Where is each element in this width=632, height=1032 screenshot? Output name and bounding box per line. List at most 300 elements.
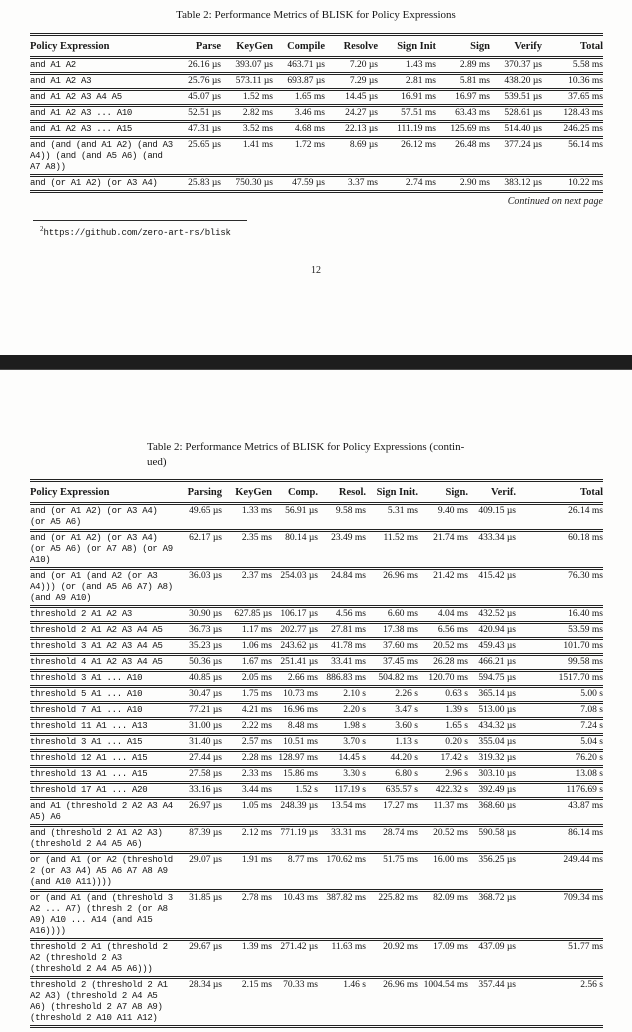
policy-expression-cell: and A1 (threshold 2 A2 A3 A4 A5) A6 — [30, 801, 173, 822]
metric-value-cell: 4.21 ms — [241, 705, 272, 715]
metric-value-cell: 422.32 s — [435, 785, 468, 795]
metric-value-cell: 125.69 ms — [450, 124, 490, 134]
metric-value-cell: 2.81 ms — [405, 76, 436, 86]
metric-value-cell: 459.43 µs — [478, 641, 516, 651]
metric-value-cell: 6.56 ms — [437, 625, 468, 635]
metric-value-cell: 5.58 ms — [572, 60, 603, 70]
metric-value-cell: 392.49 µs — [478, 785, 516, 795]
metric-value-cell: 2.20 s — [343, 705, 366, 715]
metric-value-cell: 33.16 µs — [189, 785, 222, 795]
table-row — [30, 687, 603, 703]
metric-value-cell: 14.45 µs — [345, 92, 378, 102]
metric-value-cell: 30.90 µs — [189, 609, 222, 619]
metric-value-cell: 51.77 ms — [568, 942, 603, 952]
policy-expression-cell: and (or A1 (and A2 (or A3 A4))) (or (and A5 A6 A7) A8) (and A9 A10) — [30, 571, 173, 603]
metric-value-cell: 70.33 ms — [283, 980, 318, 990]
metric-value-cell: 243.62 µs — [280, 641, 318, 651]
metric-value-cell: 0.20 s — [445, 737, 468, 747]
metric-value-cell: 37.60 ms — [383, 641, 418, 651]
metric-value-cell: 2.89 ms — [459, 60, 490, 70]
metric-value-cell: 26.14 ms — [568, 506, 603, 516]
metric-value-cell: 8.69 µs — [349, 140, 378, 150]
metric-value-cell: 31.00 µs — [189, 721, 222, 731]
metric-value-cell: 1.72 ms — [294, 140, 325, 150]
column-header: Verify — [514, 41, 542, 52]
table-row — [30, 891, 603, 940]
table-row — [30, 940, 603, 978]
metric-value-cell: 17.27 ms — [383, 801, 418, 811]
metric-value-cell: 3.60 s — [395, 721, 418, 731]
table-row — [30, 607, 603, 623]
metric-value-cell: 1.06 ms — [241, 641, 272, 651]
column-header: Parsing — [187, 487, 222, 498]
metric-value-cell: 170.62 ms — [326, 855, 366, 865]
metric-value-cell: 466.21 µs — [478, 657, 516, 667]
footnote-rule — [33, 220, 247, 221]
metric-value-cell: 303.10 µs — [478, 769, 516, 779]
metric-value-cell: 1004.54 ms — [423, 980, 468, 990]
table-row — [30, 106, 603, 122]
metric-value-cell: 29.07 µs — [189, 855, 222, 865]
metric-value-cell: 82.09 ms — [433, 893, 468, 903]
metric-value-cell: 120.70 ms — [428, 673, 468, 683]
metric-value-cell: 709.34 ms — [563, 893, 603, 903]
metric-value-cell: 432.52 µs — [478, 609, 516, 619]
metric-value-cell: 627.85 µs — [234, 609, 272, 619]
table-row — [30, 531, 603, 569]
metric-value-cell: 17.38 ms — [383, 625, 418, 635]
table-header-row — [30, 481, 603, 504]
metric-value-cell: 11.37 ms — [433, 801, 468, 811]
metric-value-cell: 33.41 ms — [331, 657, 366, 667]
metric-value-cell: 22.13 µs — [345, 124, 378, 134]
metric-value-cell: 26.28 ms — [433, 657, 468, 667]
metric-value-cell: 47.31 µs — [188, 124, 221, 134]
metric-value-cell: 248.39 µs — [280, 801, 318, 811]
metric-value-cell: 20.52 ms — [433, 828, 468, 838]
footnote-url[interactable]: https://github.com/zero-art-rs/blisk — [43, 228, 231, 238]
table-row — [30, 826, 603, 853]
metric-value-cell: 87.39 µs — [189, 828, 222, 838]
metric-value-cell: 1.13 s — [395, 737, 418, 747]
metric-value-cell: 3.37 ms — [347, 178, 378, 188]
metric-value-cell: 10.73 ms — [283, 689, 318, 699]
policy-expression-cell: threshold 12 A1 ... A15 — [30, 753, 148, 763]
metric-value-cell: 370.37 µs — [504, 60, 542, 70]
metric-value-cell: 15.86 ms — [283, 769, 318, 779]
metric-value-cell: 76.20 s — [575, 753, 603, 763]
metric-value-cell: 573.11 µs — [235, 76, 273, 86]
metric-value-cell: 51.75 ms — [383, 855, 418, 865]
performance-table — [30, 33, 603, 193]
page-bottom — [0, 440, 632, 1028]
metric-value-cell: 56.91 µs — [285, 506, 318, 516]
metric-value-cell: 8.48 ms — [287, 721, 318, 731]
metric-value-cell: 36.03 µs — [189, 571, 222, 581]
metric-value-cell: 77.21 µs — [189, 705, 222, 715]
metric-value-cell: 99.58 ms — [568, 657, 603, 667]
policy-expression-cell: and (or A1 A2) (or A3 A4) (or A5 A6) — [30, 506, 158, 527]
metric-value-cell: 16.40 ms — [568, 609, 603, 619]
metric-value-cell: 16.91 ms — [401, 92, 436, 102]
table-row — [30, 783, 603, 799]
metric-value-cell: 1.98 s — [343, 721, 366, 731]
continued-note: Continued on next page — [507, 196, 603, 207]
page-number: 12 — [311, 265, 321, 276]
metric-value-cell: 2.82 ms — [242, 108, 273, 118]
policy-expression-cell: and (or A1 A2) (or A3 A4) — [30, 178, 158, 188]
metric-value-cell: 2.96 s — [445, 769, 468, 779]
metric-value-cell: 9.58 ms — [335, 506, 366, 516]
metric-value-cell: 249.44 ms — [563, 855, 603, 865]
metric-value-cell: 251.41 µs — [280, 657, 318, 667]
metric-value-cell: 355.04 µs — [478, 737, 516, 747]
metric-value-cell: 1.43 ms — [405, 60, 436, 70]
metric-value-cell: 3.46 ms — [294, 108, 325, 118]
metric-value-cell: 409.15 µs — [478, 506, 516, 516]
policy-expression-cell: threshold 2 A1 (threshold 2 A2 (threshold 2 A3 (threshold 2 A4 A5 A6))) — [30, 942, 168, 974]
metric-value-cell: 433.34 µs — [478, 533, 516, 543]
metric-value-cell: 368.60 µs — [478, 801, 516, 811]
metric-value-cell: 368.72 µs — [478, 893, 516, 903]
metric-value-cell: 463.71 µs — [287, 60, 325, 70]
metric-value-cell: 10.51 ms — [283, 737, 318, 747]
metric-value-cell: 2.90 ms — [459, 178, 490, 188]
metric-value-cell: 10.36 ms — [568, 76, 603, 86]
metric-value-cell: 420.94 µs — [478, 625, 516, 635]
metric-value-cell: 80.14 µs — [285, 533, 318, 543]
page-break-bar — [0, 355, 632, 370]
metric-value-cell: 1.67 ms — [241, 657, 272, 667]
table-row — [30, 74, 603, 90]
metric-value-cell: 24.27 µs — [345, 108, 378, 118]
metric-value-cell: 37.45 ms — [383, 657, 418, 667]
column-header: Resolve — [343, 41, 378, 52]
metric-value-cell: 254.03 µs — [280, 571, 318, 581]
metric-value-cell: 13.54 ms — [331, 801, 366, 811]
metric-value-cell: 44.20 s — [390, 753, 418, 763]
document-pages — [0, 8, 632, 1028]
metric-value-cell: 26.96 ms — [383, 980, 418, 990]
metric-value-cell: 6.60 ms — [387, 609, 418, 619]
metric-value-cell: 2.66 ms — [287, 673, 318, 683]
metric-value-cell: 40.85 µs — [189, 673, 222, 683]
metric-value-cell: 60.18 ms — [568, 533, 603, 543]
metric-value-cell: 1.46 s — [343, 980, 366, 990]
metric-value-cell: 16.97 ms — [455, 92, 490, 102]
metric-value-cell: 4.56 ms — [335, 609, 366, 619]
table-row — [30, 655, 603, 671]
policy-expression-cell: threshold 5 A1 ... A10 — [30, 689, 143, 699]
metric-value-cell: 387.82 ms — [326, 893, 366, 903]
table-row — [30, 122, 603, 138]
table-row — [30, 671, 603, 687]
footnote — [40, 223, 632, 239]
metric-value-cell: 1.91 ms — [241, 855, 272, 865]
metric-value-cell: 2.10 s — [343, 689, 366, 699]
metric-value-cell: 4.68 ms — [294, 124, 325, 134]
metric-value-cell: 357.44 µs — [478, 980, 516, 990]
metric-value-cell: 24.84 ms — [331, 571, 366, 581]
table-body — [30, 504, 603, 1027]
policy-expression-cell: threshold 4 A1 A2 A3 A4 A5 — [30, 657, 163, 667]
metric-value-cell: 43.87 ms — [568, 801, 603, 811]
metric-value-cell: 63.43 ms — [455, 108, 490, 118]
metric-value-cell: 437.09 µs — [478, 942, 516, 952]
metric-value-cell: 1.75 ms — [241, 689, 272, 699]
metric-value-cell: 2.15 ms — [241, 980, 272, 990]
metric-value-cell: 2.57 ms — [241, 737, 272, 747]
metric-value-cell: 271.42 µs — [280, 942, 318, 952]
metric-value-cell: 2.35 ms — [241, 533, 272, 543]
metric-value-cell: 17.42 s — [440, 753, 468, 763]
column-header: Sign Init. — [376, 487, 418, 498]
metric-value-cell: 52.51 µs — [188, 108, 221, 118]
metric-value-cell: 383.12 µs — [504, 178, 542, 188]
metric-value-cell: 31.85 µs — [189, 893, 222, 903]
table-caption: Table 2: Performance Metrics of BLISK for Policy Expressions — [176, 9, 456, 21]
metric-value-cell: 2.56 s — [580, 980, 603, 990]
metric-value-cell: 7.08 s — [580, 705, 603, 715]
policy-expression-cell: and A1 A2 A3 — [30, 76, 92, 86]
table-row — [30, 751, 603, 767]
metric-value-cell: 28.34 µs — [189, 980, 222, 990]
column-header: Sign. — [445, 487, 468, 498]
metric-value-cell: 28.74 ms — [383, 828, 418, 838]
metric-value-cell: 8.77 ms — [287, 855, 318, 865]
metric-value-cell: 25.65 µs — [188, 140, 221, 150]
policy-expression-cell: and (or A1 A2) (or A3 A4) (or A5 A6) (or A7 A8) (or A9 A10) — [30, 533, 173, 565]
table-row — [30, 853, 603, 891]
metric-value-cell: 2.37 ms — [241, 571, 272, 581]
metric-value-cell: 10.22 ms — [568, 178, 603, 188]
metric-value-cell: 3.30 s — [343, 769, 366, 779]
metric-value-cell: 21.74 ms — [433, 533, 468, 543]
metric-value-cell: 14.45 s — [338, 753, 366, 763]
metric-value-cell: 2.33 ms — [241, 769, 272, 779]
metric-value-cell: 20.52 ms — [433, 641, 468, 651]
metric-value-cell: 7.24 s — [580, 721, 603, 731]
metric-value-cell: 86.14 ms — [568, 828, 603, 838]
metric-value-cell: 693.87 µs — [287, 76, 325, 86]
metric-value-cell: 25.83 µs — [188, 178, 221, 188]
table-row — [30, 138, 603, 176]
metric-value-cell: 415.42 µs — [478, 571, 516, 581]
metric-value-cell: 17.09 ms — [433, 942, 468, 952]
metric-value-cell: 26.96 ms — [383, 571, 418, 581]
metric-value-cell: 117.19 s — [334, 785, 366, 795]
metric-value-cell: 504.82 ms — [378, 673, 418, 683]
metric-value-cell: 26.97 µs — [189, 801, 222, 811]
column-header: KeyGen — [235, 487, 272, 498]
policy-expression-cell: and A1 A2 A3 A4 A5 — [30, 92, 122, 102]
metric-value-cell: 886.83 ms — [326, 673, 366, 683]
metric-value-cell: 1.39 s — [445, 705, 468, 715]
metric-value-cell: 76.30 ms — [568, 571, 603, 581]
metric-value-cell: 57.51 ms — [401, 108, 436, 118]
metric-value-cell: 434.32 µs — [478, 721, 516, 731]
metric-value-cell: 5.81 ms — [459, 76, 490, 86]
table-row — [30, 176, 603, 192]
caption-line-2: ued) — [147, 456, 167, 468]
metric-value-cell: 3.44 ms — [241, 785, 272, 795]
metric-value-cell: 539.51 µs — [504, 92, 542, 102]
metric-value-cell: 11.52 ms — [383, 533, 418, 543]
page-top — [0, 8, 632, 276]
metric-value-cell: 771.19 µs — [280, 828, 318, 838]
policy-expression-cell: threshold 13 A1 ... A15 — [30, 769, 148, 779]
metric-value-cell: 635.57 s — [385, 785, 418, 795]
metric-value-cell: 594.75 µs — [478, 673, 516, 683]
column-header: Comp. — [287, 487, 318, 498]
metric-value-cell: 26.12 ms — [401, 140, 436, 150]
metric-value-cell: 4.04 ms — [437, 609, 468, 619]
table-body — [30, 58, 603, 192]
metric-value-cell: 3.47 s — [395, 705, 418, 715]
table-row — [30, 978, 603, 1027]
metric-value-cell: 2.26 s — [395, 689, 418, 699]
metric-value-cell: 3.52 ms — [242, 124, 273, 134]
table-row — [30, 90, 603, 106]
metric-value-cell: 33.31 ms — [331, 828, 366, 838]
policy-expression-cell: or (and A1 (or A2 (threshold 2 (or A3 A4) A5 A6 A7 A8 A9 (and A10 A11)))) — [30, 855, 173, 887]
metric-value-cell: 62.17 µs — [189, 533, 222, 543]
metric-value-cell: 2.22 ms — [241, 721, 272, 731]
metric-value-cell: 356.25 µs — [478, 855, 516, 865]
metric-value-cell: 9.40 ms — [437, 506, 468, 516]
metric-value-cell: 3.70 s — [343, 737, 366, 747]
metric-value-cell: 590.58 µs — [478, 828, 516, 838]
metric-value-cell: 36.73 µs — [189, 625, 222, 635]
column-header: Sign — [470, 41, 490, 52]
column-header: Sign Init — [397, 41, 436, 52]
table-row — [30, 767, 603, 783]
table-caption-continued — [147, 440, 497, 470]
metric-value-cell: 1.65 ms — [294, 92, 325, 102]
metric-value-cell: 128.97 ms — [278, 753, 318, 763]
metric-value-cell: 1.52 s — [295, 785, 318, 795]
policy-expression-cell: or (and A1 (and (threshold 3 A2 ... A7) (thresh 2 (or A8 A9) A10 ... A14 (and A15 A16)))) — [30, 893, 173, 936]
metric-value-cell: 26.48 ms — [455, 140, 490, 150]
metric-value-cell: 21.42 ms — [433, 571, 468, 581]
column-header: KeyGen — [236, 41, 273, 52]
metric-value-cell: 514.40 µs — [504, 124, 542, 134]
metric-value-cell: 41.78 ms — [331, 641, 366, 651]
policy-expression-cell: threshold 17 A1 ... A20 — [30, 785, 148, 795]
metric-value-cell: 393.07 µs — [235, 60, 273, 70]
metric-value-cell: 31.40 µs — [189, 737, 222, 747]
table-row — [30, 735, 603, 751]
metric-value-cell: 23.49 ms — [331, 533, 366, 543]
metric-value-cell: 1.33 ms — [241, 506, 272, 516]
metric-value-cell: 5.00 s — [580, 689, 603, 699]
metric-value-cell: 7.29 µs — [349, 76, 378, 86]
caption-line-1: Table 2: Performance Metrics of BLISK for Policy Expressions (contin- — [147, 441, 465, 453]
metric-value-cell: 1.52 ms — [242, 92, 273, 102]
metric-value-cell: 2.28 ms — [241, 753, 272, 763]
metric-value-cell: 27.81 ms — [331, 625, 366, 635]
metric-value-cell: 1.41 ms — [242, 140, 273, 150]
table-row — [30, 623, 603, 639]
metric-value-cell: 45.07 µs — [188, 92, 221, 102]
policy-expression-cell: threshold 2 (threshold 2 A1 A2 A3) (threshold 2 A4 A5 A6) (threshold 2 A7 A8 A9) (threshold 2 A10 A11 A12) — [30, 980, 168, 1023]
performance-table-continued — [30, 479, 603, 1028]
table-row — [30, 569, 603, 607]
metric-value-cell: 20.92 ms — [383, 942, 418, 952]
metric-value-cell: 225.82 ms — [378, 893, 418, 903]
table-row — [30, 639, 603, 655]
policy-expression-cell: threshold 11 A1 ... A13 — [30, 721, 148, 731]
metric-value-cell: 7.20 µs — [349, 60, 378, 70]
policy-expression-cell: and A1 A2 A3 ... A10 — [30, 108, 133, 118]
metric-value-cell: 5.31 ms — [387, 506, 418, 516]
metric-value-cell: 513.00 µs — [478, 705, 516, 715]
metric-value-cell: 2.05 ms — [241, 673, 272, 683]
column-header: Resol. — [338, 487, 366, 498]
metric-value-cell: 438.20 µs — [504, 76, 542, 86]
metric-value-cell: 16.00 ms — [433, 855, 468, 865]
metric-value-cell: 26.16 µs — [188, 60, 221, 70]
metric-value-cell: 47.59 µs — [292, 178, 325, 188]
metric-value-cell: 56.14 ms — [568, 140, 603, 150]
table-header-row — [30, 35, 603, 58]
metric-value-cell: 1.05 ms — [241, 801, 272, 811]
metric-value-cell: 319.32 µs — [478, 753, 516, 763]
column-header: Total — [580, 487, 603, 498]
column-header-policy-expression: Policy Expression — [30, 41, 110, 52]
metric-value-cell: 16.96 ms — [283, 705, 318, 715]
metric-value-cell: 29.67 µs — [189, 942, 222, 952]
policy-expression-cell: threshold 3 A1 ... A10 — [30, 673, 143, 683]
policy-expression-cell: threshold 3 A1 ... A15 — [30, 737, 143, 747]
metric-value-cell: 37.65 ms — [568, 92, 603, 102]
metric-value-cell: 1.17 ms — [241, 625, 272, 635]
policy-expression-cell: and (and (and A1 A2) (and A3 A4)) (and (and A5 A6) (and A7 A8)) — [30, 140, 173, 172]
metric-value-cell: 10.43 ms — [283, 893, 318, 903]
metric-value-cell: 2.78 ms — [241, 893, 272, 903]
metric-value-cell: 750.30 µs — [235, 178, 273, 188]
table-row — [30, 799, 603, 826]
metric-value-cell: 5.04 s — [580, 737, 603, 747]
metric-value-cell: 202.77 µs — [280, 625, 318, 635]
column-header: Parse — [195, 41, 221, 52]
metric-value-cell: 11.63 ms — [331, 942, 366, 952]
metric-value-cell: 53.59 ms — [568, 625, 603, 635]
metric-value-cell: 2.74 ms — [405, 178, 436, 188]
metric-value-cell: 377.24 µs — [504, 140, 542, 150]
metric-value-cell: 0.63 s — [445, 689, 468, 699]
table-row — [30, 504, 603, 531]
policy-expression-cell: threshold 7 A1 ... A10 — [30, 705, 143, 715]
table-row — [30, 719, 603, 735]
column-header: Compile — [287, 41, 325, 52]
policy-expression-cell: and A1 A2 A3 ... A15 — [30, 124, 133, 134]
footnote-marker: 2 — [40, 225, 44, 233]
table-row — [30, 703, 603, 719]
metric-value-cell: 6.80 s — [395, 769, 418, 779]
policy-expression-cell: threshold 3 A1 A2 A3 A4 A5 — [30, 641, 163, 651]
column-header: Total — [580, 41, 603, 52]
policy-expression-cell: and (threshold 2 A1 A2 A3) (threshold 2 A4 A5 A6) — [30, 828, 163, 849]
metric-value-cell: 25.76 µs — [188, 76, 221, 86]
policy-expression-cell: threshold 2 A1 A2 A3 — [30, 609, 133, 619]
metric-value-cell: 27.44 µs — [189, 753, 222, 763]
metric-value-cell: 49.65 µs — [189, 506, 222, 516]
metric-value-cell: 101.70 ms — [563, 641, 603, 651]
metric-value-cell: 35.23 µs — [189, 641, 222, 651]
metric-value-cell: 111.19 ms — [397, 124, 436, 134]
metric-value-cell: 1517.70 ms — [558, 673, 603, 683]
